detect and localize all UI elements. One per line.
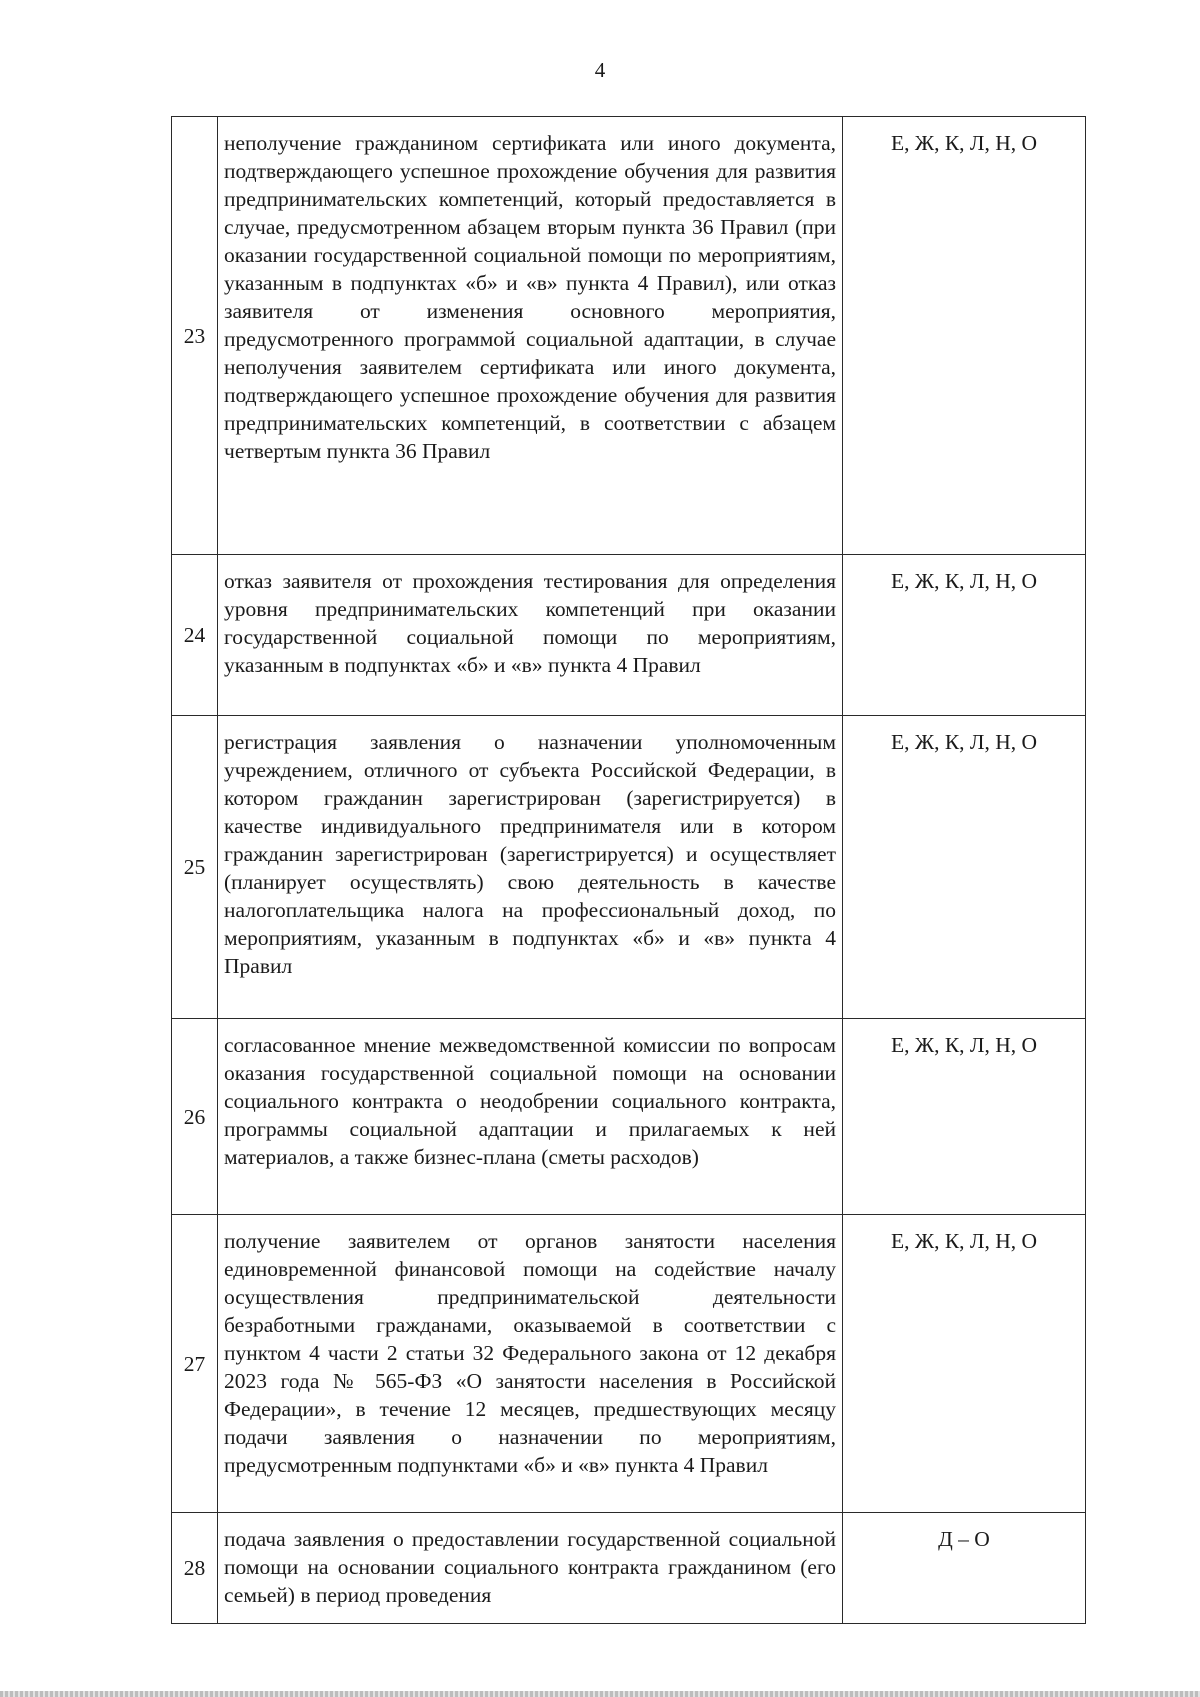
table-row — [172, 555, 1086, 716]
table-row — [172, 1019, 1086, 1215]
row-categories: Е, Ж, К, Л, Н, О — [843, 555, 1086, 716]
row-text: отказ заявителя от прохождения тестирования для определения уровня предпринимательских компетенций при оказании государственной социальной помощи по мероприятиям, указанным в подпунктах «б» и «в» пункта 4 Правил — [218, 555, 843, 716]
row-categories: Е, Ж, К, Л, Н, О — [843, 117, 1086, 555]
row-number: 24 — [172, 555, 218, 716]
row-text: получение заявителем от органов занятости населения единовременной финансовой помощи на содействие началу осуществления предпринимательской деятельности безработными гражданами, оказываемой в соответствии с пунктом 4 части 2 статьи 32 Федерального закона от 12 декабря 2023 года № 565-ФЗ «О занятости населения в Российской Федерации», в течение 12 месяцев, предшествующих месяцу подачи заявления о назначении по мероприятиям, предусмотренным подпунктами «б» и «в» пункта 4 Правил — [218, 1215, 843, 1513]
grounds-table — [171, 116, 1086, 1624]
row-number: 23 — [172, 117, 218, 555]
table-row — [172, 117, 1086, 555]
page-number: 4 — [594, 58, 606, 82]
row-text: регистрация заявления о назначении уполномоченным учреждением, отличного от субъекта Российской Федерации, в котором гражданин зарегистрирован (зарегистрируется) в качестве индивидуального предпринимателя или в котором гражданин зарегистрирован (зарегистрируется) и осуществляет (планирует осуществлять) свою деятельность в качестве налогоплательщика налога на профессиональный доход, по мероприятиям, указанным в подпунктах «б» и «в» пункта 4 Правил — [218, 716, 843, 1019]
row-number: 25 — [172, 716, 218, 1019]
row-number: 26 — [172, 1019, 218, 1215]
row-categories: Е, Ж, К, Л, Н, О — [843, 716, 1086, 1019]
row-number: 28 — [172, 1513, 218, 1624]
row-categories: Д – О — [843, 1513, 1086, 1624]
table-row — [172, 716, 1086, 1019]
row-categories: Е, Ж, К, Л, Н, О — [843, 1019, 1086, 1215]
row-text: подача заявления о предоставлении государственной социальной помощи на основании социального контракта гражданином (его семьей) в период проведения — [218, 1513, 843, 1624]
table-row — [172, 1215, 1086, 1513]
table-row — [172, 1513, 1086, 1624]
row-text: неполучение гражданином сертификата или иного документа, подтверждающего успешное прохождение обучения для развития предпринимательских компетенций, который предоставляется в случае, предусмотренном абзацем вторым пункта 36 Правил (при оказании государственной социальной помощи по мероприятиям, указанным в подпунктах «б» и «в» пункта 4 Правил), или отказ заявителя от изменения основного мероприятия, предусмотренного программой социальной адаптации, в случае неполучения заявителем сертификата или иного документа, подтверждающего успешное прохождение обучения для развития предпринимательских компетенций, в соответствии с абзацем четвертым пункта 36 Правил — [218, 117, 843, 555]
row-categories: Е, Ж, К, Л, Н, О — [843, 1215, 1086, 1513]
row-number: 27 — [172, 1215, 218, 1513]
row-text: согласованное мнение межведомственной комиссии по вопросам оказания государственной социальной помощи на основании социального контракта о неодобрении социального контракта, программы социальной адаптации и прилагаемых к ней материалов, а также бизнес-плана (сметы расходов) — [218, 1019, 843, 1215]
scan-edge — [0, 1691, 1200, 1697]
